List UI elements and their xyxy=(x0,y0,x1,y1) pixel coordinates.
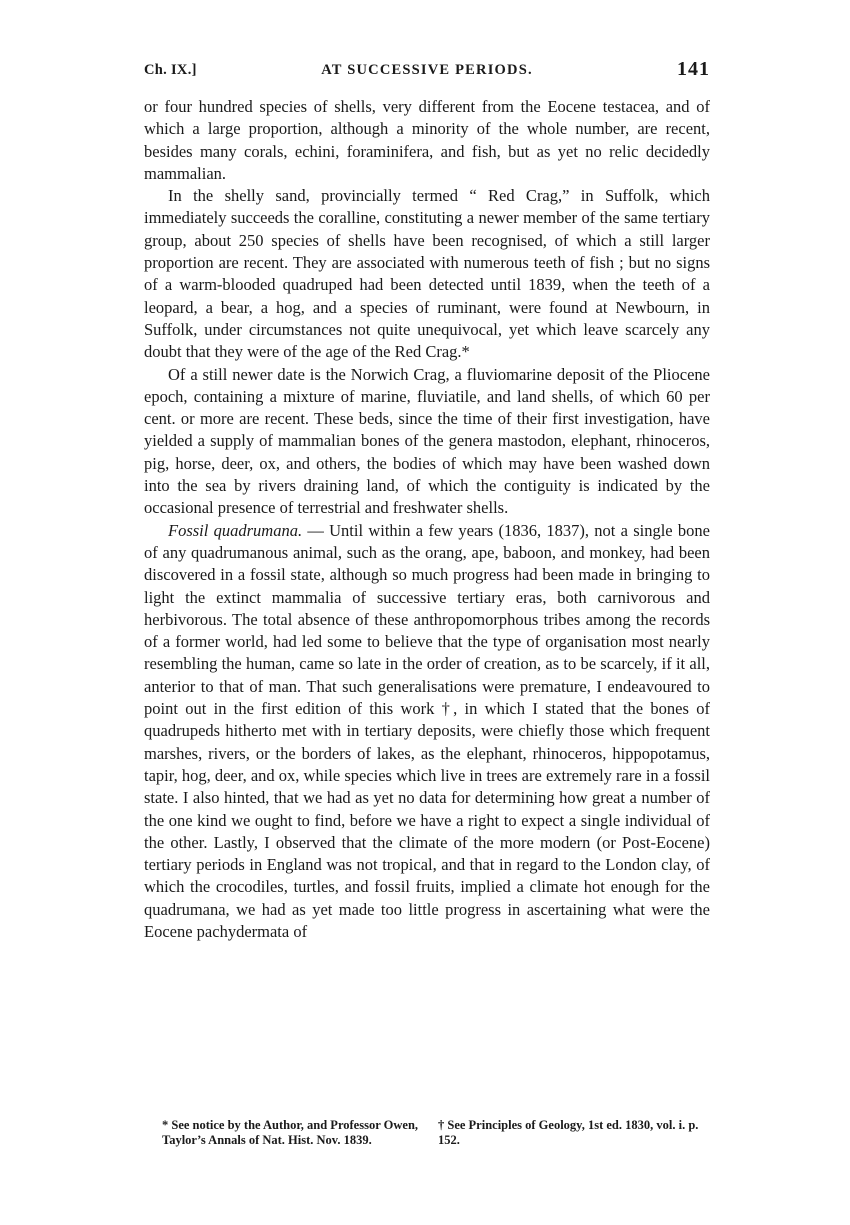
section-run-in-heading: Fossil quadrumana. xyxy=(168,520,303,540)
running-header xyxy=(144,58,710,88)
paragraph-text: or four hundred species of shells, very different from the Eocene testacea, and of which a large proportion, although a minority of the whole number, are recent, besides many corals, echini, foraminifera, and fish, but as yet no relic decidedly mammalian. xyxy=(144,97,710,183)
paragraph-text: Of a still newer date is the Norwich Crag, a fluviomarine deposit of the Pliocene epoch, containing a mixture of marine, fluviatile, and land shells, of which 60 per cent. or more are recent. These beds, since the time of their first investigation, have yielded a supply of mammalian bones of the genera mastodon, elephant, rhinoceros, pig, horse, deer, ox, and others, the bodies of which may have been washed down into the sea by rivers draining land, of which the contiguity is indicated by the occasional presence of terrestrial and freshwater shells. xyxy=(144,364,710,518)
paragraph-continuation xyxy=(144,96,710,185)
paragraph-red-crag xyxy=(144,185,710,363)
running-title: AT SUCCESSIVE PERIODS. xyxy=(321,62,533,78)
chapter-label: Ch. IX.] xyxy=(144,62,197,78)
page-number: 141 xyxy=(677,58,710,80)
body-text xyxy=(144,96,710,943)
paragraph-text: In the shelly sand, provincially termed “ Red Crag,” in Suffolk, which immediately succeeds the coralline, constituting a newer member of the same tertiary group, about 250 species of shells have been recognised, of which a still larger proportion are recent. They are associated with numerous teeth of fish ; but no signs of a warm-blooded quadruped had been detected until 1839, when the teeth of a leopard, a bear, a hog, and a species of ruminant, were found at Newbourn, in Suffolk, under circumstances not quite unequivocal, yet which leave scarcely any doubt that they were of the age of the Red Crag.* xyxy=(144,186,710,362)
footnote-asterisk: * See notice by the Author, and Professor Owen, Taylor’s Annals of Nat. Hist. Nov. 1839. xyxy=(162,1118,419,1148)
paragraph-fossil-quadrumana xyxy=(144,520,710,944)
paragraph-norwich-crag xyxy=(144,364,710,520)
paragraph-text: — Until within a few years (1836, 1837), not a single bone of any quadrumanous animal, such as the orang, ape, baboon, and monkey, had been discovered in a fossil state, although so much progress had been made in bringing to light the extinct mammalia of successive tertiary eras, both carnivorous and herbivorous. The total absence of these anthropomorphous tribes among the records of a former world, had led some to believe that the type of organisation most nearly resembling the human, came so late in the order of creation, as to be scarcely, if it all, anterior to that of man. That such generalisations were premature, I endeavoured to point out in the first edition of this work †, in which I stated that the bones of quadrupeds hitherto met with in tertiary deposits, were chiefly those which frequent marshes, rivers, or the borders of lakes, as the elephant, rhinoceros, hippopotamus, tapir, hog, deer, and ox, while species which live in trees are extremely rare in a fossil state. I also hinted, that we had as yet no data for determining how great a number of the one kind we ought to find, before we have a right to expect a single individual of the other. Lastly, I observed that the climate of the more modern (or Post-Eocene) tertiary periods in England was not tropical, and that in regard to the London clay, of which the crocodiles, turtles, and fossil fruits, implied a climate hot enough for the quadrumana, we had as yet made too little progress in ascertaining what were the Eocene pachydermata of xyxy=(144,520,710,941)
footnote-dagger: † See Principles of Geology, 1st ed. 1830, vol. i. p. 152. xyxy=(438,1118,699,1148)
